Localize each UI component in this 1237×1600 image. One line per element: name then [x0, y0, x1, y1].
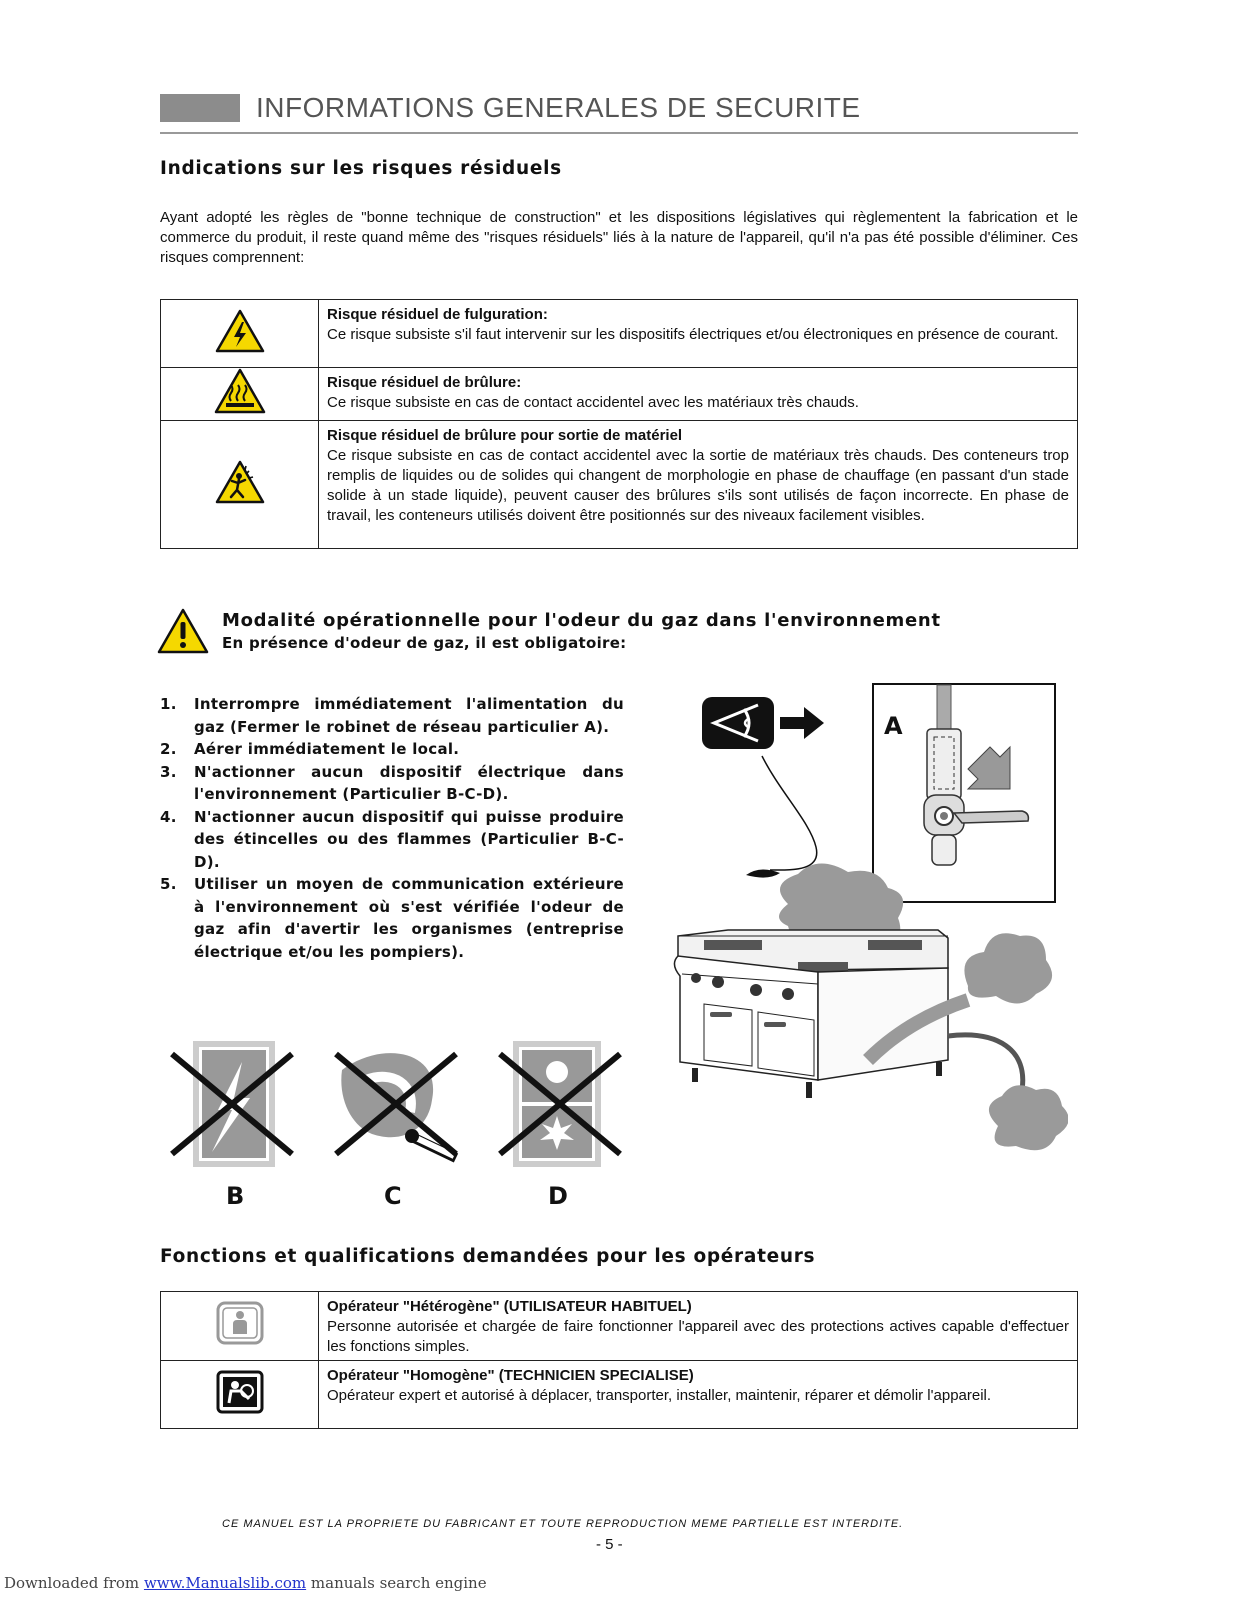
electric-hazard-icon — [215, 309, 265, 353]
list-item: 3. N'actionner aucun dispositif électrique dans l'environnement (Particulier B-C-D). — [160, 762, 624, 803]
residual-risks-table — [160, 299, 1078, 549]
gas-heading: Modalité opérationnelle pour l'odeur du gaz dans l'environnement — [222, 610, 941, 631]
list-item: 5. Utiliser un moyen de communication extérieure à l'environnement où s'est vérifiée l'odeur de gaz afin d'avertir les organismes (entreprise électrique et/ou les pompiers). — [160, 875, 624, 961]
cooker-illustration — [668, 860, 1068, 1180]
download-credit: Downloaded from www.Manualslib.com manuals search engine — [4, 1574, 487, 1592]
hot-surface-icon — [214, 368, 266, 414]
risk-text: Ce risque subsiste en cas de contact accidentel avec les matériaux très chauds. — [327, 394, 859, 411]
operator-title: Opérateur "Homogène" (TECHNICIEN SPECIALISE) — [327, 1367, 694, 1384]
label-c: C — [384, 1182, 402, 1210]
gas-steps-list — [160, 693, 624, 963]
header-bar — [160, 94, 240, 122]
residual-risks-intro: Ayant adopté les règles de "bonne technique de construction" et les dispositions législatives qui règlementent la fabrication et le commerce du produit, il reste quand même des "risques résiduels" liés à la nature de l'appareil, qu'il n'a pas été possible d'éliminer. Ces risques comprennent: — [160, 209, 1078, 266]
no-electric-switch-icon — [168, 1040, 296, 1170]
gas-subheading: En présence d'odeur de gaz, il est obligatoire: — [222, 634, 627, 652]
risk-title: Risque résiduel de brûlure: — [327, 374, 522, 391]
operator-text: Personne autorisée et chargée de faire fonctionner l'appareil avec des protections actives capable d'effectuer les fonctions simples. — [327, 1318, 1069, 1355]
risk-title: Risque résiduel de fulguration: — [327, 306, 548, 323]
technician-icon — [215, 1369, 265, 1415]
risk-text: Ce risque subsiste en cas de contact accidentel avec la sortie de matériaux très chauds. Des conteneurs trop remplis de liquides ou de solides qui changent de morphologie en phase de chauffage (en passant d'un stade solide à un stade liquide), peuvent causer des brûlures s'ils sont utilisés de façon incorrecte. En phase de travail, les conteneurs utilisés doivent être positionnés sur des niveaux facilement visibles. — [327, 447, 1069, 524]
no-flame-icon — [332, 1040, 460, 1170]
manualslib-link[interactable]: www.Manualslib.com — [143, 1574, 307, 1592]
operator-title: Opérateur "Hétérogène" (UTILISATEUR HABITUEL) — [327, 1298, 692, 1315]
list-item: 2. Aérer immédiatement le local. — [160, 740, 460, 758]
residual-risks-heading: Indications sur les risques résiduels — [160, 158, 562, 179]
label-d: D — [548, 1182, 568, 1210]
operators-table — [160, 1291, 1078, 1429]
risk-row-splash — [161, 421, 1078, 549]
operators-heading: Fonctions et qualifications demandées pour les opérateurs — [160, 1246, 816, 1267]
header-rule — [160, 132, 1078, 134]
operator-text: Opérateur expert et autorisé à déplacer, transporter, installer, maintenir, réparer et démolir l'appareil. — [327, 1387, 992, 1404]
label-b: B — [226, 1182, 245, 1210]
page-number: - 5 - — [596, 1536, 623, 1553]
list-item: 4. N'actionner aucun dispositif qui puisse produire des étincelles ou des flammes (Particulier B-C-D). — [160, 807, 624, 871]
operator-row-user — [161, 1292, 1078, 1361]
smell-nose-icon — [700, 695, 830, 755]
risk-row-electric — [161, 300, 1078, 368]
hot-splash-icon — [215, 460, 265, 504]
operator-row-technician — [161, 1361, 1078, 1429]
no-spark-switch-icon — [496, 1040, 624, 1170]
copyright-notice: CE MANUEL EST LA PROPRIETE DU FABRICANT ET TOUTE REPRODUCTION MEME PARTIELLE EST INTERDITE. — [222, 1518, 904, 1530]
general-warning-icon — [157, 608, 209, 654]
page-title: INFORMATIONS GENERALES DE SECURITE — [256, 92, 861, 123]
risk-row-burn — [161, 368, 1078, 421]
risk-text: Ce risque subsiste s'il faut intervenir sur les dispositifs électriques et/ou électroniques en présence de courant. — [327, 326, 1059, 343]
risk-title: Risque résiduel de brûlure pour sortie de matériel — [327, 427, 683, 444]
operator-icon — [215, 1300, 265, 1346]
list-item: 1. Interrompre immédiatement l'alimentation du gaz (Fermer le robinet de réseau particulier A). — [160, 695, 624, 736]
label-a: A — [884, 712, 903, 740]
